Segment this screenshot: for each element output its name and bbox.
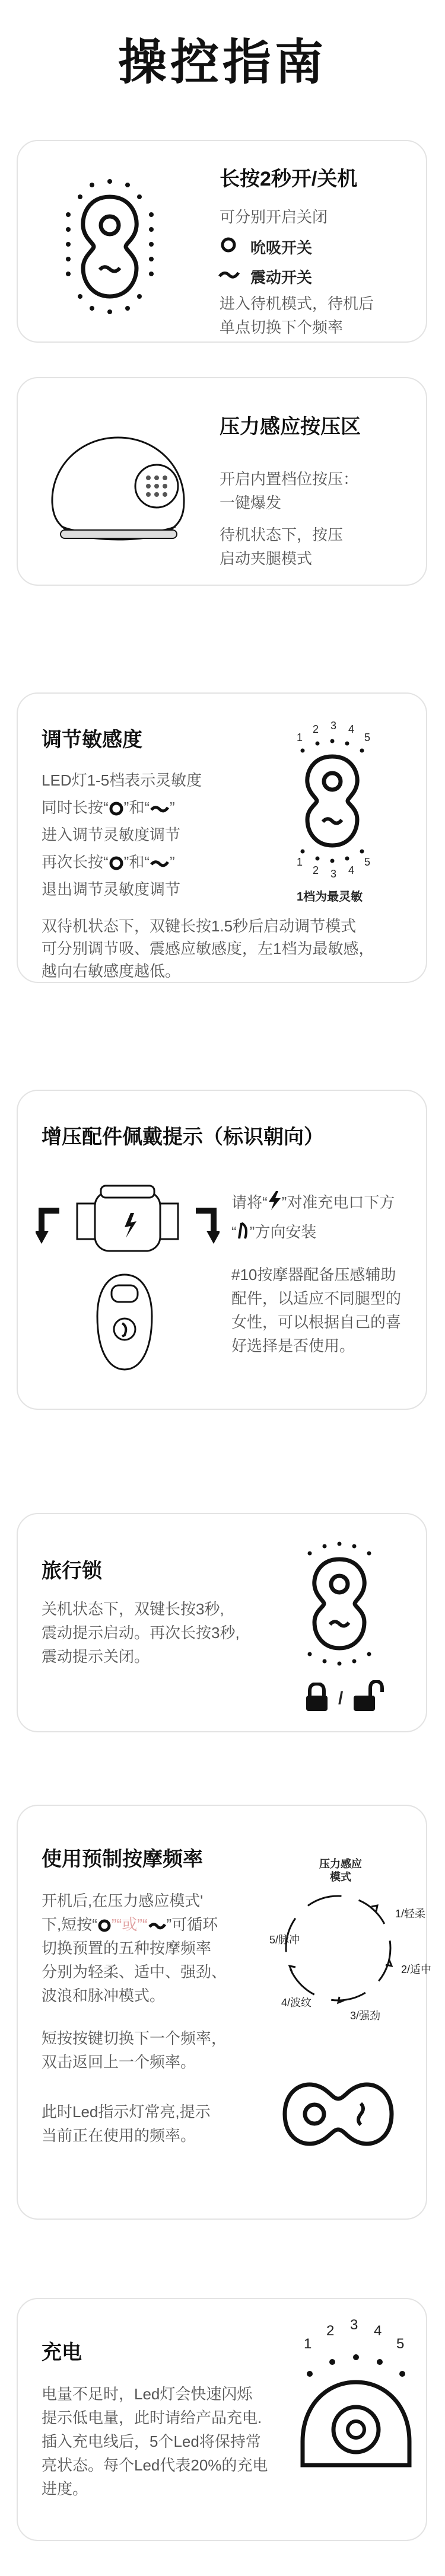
sens-para-3: 越向右敏感度越低。 [42, 962, 181, 980]
attach-l1a: 请将“ [231, 1193, 268, 1211]
standby-line-1: 进入待机模式，待机后 [220, 295, 374, 312]
lock-slash: / [338, 1688, 344, 1708]
suck-button-icon [109, 856, 124, 870]
travel-heading: 旅行锁 [42, 1560, 102, 1582]
led-bottom-4: 4 [348, 864, 355, 876]
travel-lock-card [17, 1513, 427, 1732]
device-buttons-icon [59, 173, 160, 321]
preset-para-1a: 开机后,在压力感应模式' [42, 1892, 204, 1910]
preset-heading: 使用预制按摩频率 [42, 1848, 203, 1870]
pressure-line-1a: 开启内置档位按压： [220, 470, 359, 488]
cycle-mode-3: 3/强劲 [350, 2010, 381, 2022]
sensitivity-card [17, 692, 427, 983]
device-buttons-icon [285, 739, 380, 863]
vibrate-button-icon [148, 1919, 167, 1933]
suck-button-icon [220, 236, 237, 254]
charge-led-3: 3 [350, 2317, 358, 2333]
sens-l2a: 同时长按“ [42, 799, 109, 816]
charge-device-icon [291, 2352, 421, 2489]
vibrate-label: 震动开关 [250, 269, 313, 286]
pressure-line-2b: 启动夹腿模式 [220, 550, 313, 567]
attach-l2a: “ [231, 1223, 237, 1241]
sens-l2b: ”和“ [123, 799, 150, 816]
suck-label: 吮吸开关 [250, 239, 313, 257]
attach-para-4: 好选择是否使用。 [231, 1337, 355, 1355]
attach-line-2 [231, 1220, 316, 1244]
vibrate-button-icon [217, 266, 241, 283]
travel-para-3: 震动提示关闭。 [42, 1648, 150, 1665]
power-desc: 可分别开启关闭 [220, 208, 328, 226]
pressure-heading: 压力感应按压区 [220, 416, 361, 438]
travel-para-2: 震动提示启动。再次长按3秒, [42, 1624, 240, 1642]
cycle-mode-5: 5/脉冲 [269, 1934, 300, 1946]
arrow-right-icon [196, 1211, 214, 1233]
led-bottom-3: 3 [330, 868, 337, 880]
led-top-1: 1 [297, 732, 303, 743]
charge-para-4: 亮状态。每个Led代表20%的充电 [42, 2456, 268, 2474]
device-side-view [44, 432, 192, 544]
attachment-card [17, 1090, 427, 1410]
led-top-3: 3 [330, 720, 337, 732]
lightning-icon [268, 1191, 282, 1210]
charge-card [17, 2298, 427, 2541]
sens-l4b: ”和“ [123, 853, 150, 871]
device-horizontal-icon [273, 2073, 403, 2156]
suck-button-icon [109, 802, 124, 816]
preset-para-1c: 切换预置的五种按摩频率 [42, 1939, 212, 1957]
charge-heading: 充电 [42, 2341, 82, 2364]
sens-line-3: 进入调节灵敏度调节 [42, 826, 181, 844]
charge-para-3: 插入充电线后，5个Led将保持常 [42, 2433, 261, 2450]
charge-para-5: 进度。 [42, 2480, 88, 2498]
charge-led-4: 4 [374, 2323, 382, 2339]
sens-l2c: ” [170, 799, 175, 816]
vibrate-button-icon [150, 802, 170, 816]
sens-line-1: LED灯1-5档表示灵敏度 [42, 771, 202, 789]
sens-caption: 1档为最灵敏 [297, 890, 363, 904]
sens-line-2 [42, 796, 175, 819]
lock-closed-icon [304, 1683, 330, 1712]
led-top-2: 2 [313, 723, 319, 735]
preset-para-1d: 分别为轻柔、适中、强劲、 [42, 1963, 227, 1981]
preset-para-2a: 短按按键切换下一个频率， [42, 2029, 227, 2047]
sens-para-2: 可分别调节吸、震感应敏感度，左1档为最敏感， [42, 940, 374, 957]
preset-p1-3: ”可循环 [166, 1916, 218, 1933]
preset-p1-1: 下,短按“ [42, 1916, 97, 1933]
page-title: 操控指南 [117, 36, 327, 90]
attach-l1b: ”对准充电口下方 [281, 1193, 395, 1211]
attach-para-3: 女性，可以根据自己的喜 [231, 1313, 402, 1331]
travel-para-1: 关机状态下，双键长按3秒, [42, 1600, 224, 1618]
cycle-mode-1: 1/轻柔 [395, 1908, 426, 1920]
attachment-heading: 增压配件佩戴提示（标识朝向） [42, 1126, 324, 1148]
orientation-mark-icon [237, 1221, 250, 1242]
preset-card [17, 1805, 432, 2220]
cycle-top: 压力感应 [319, 1858, 362, 1870]
sens-l4a: 再次长按“ [42, 853, 109, 871]
led-bottom-1: 1 [297, 856, 303, 868]
pressure-line-2a: 待机状态下，按压 [220, 526, 344, 544]
device-buttons-icon [292, 1541, 387, 1667]
lock-open-icon [351, 1680, 384, 1712]
charge-para-1: 电量不足时，Led灯会快速闪烁 [42, 2385, 253, 2403]
cycle-mode-2: 2/适中 [401, 1964, 432, 1975]
attach-line-1 [231, 1190, 395, 1214]
sens-line-4 [42, 850, 175, 874]
pressure-card [17, 377, 427, 586]
preset-p1-2: ”“或”“ [111, 1916, 148, 1933]
sens-line-5: 退出调节灵敏度调节 [42, 880, 181, 898]
led-top-4: 4 [348, 723, 355, 735]
led-bottom-5: 5 [364, 856, 371, 868]
led-top-5: 5 [364, 732, 371, 743]
sens-l4c: ” [170, 853, 175, 871]
attach-para-1: #10按摩器配备压感辅助 [231, 1266, 396, 1284]
attach-para-2: 配件，以适应不同腿型的 [231, 1289, 402, 1307]
led-bottom-2: 2 [313, 864, 319, 876]
standby-line-2: 单点切换下个频率 [220, 318, 344, 336]
sens-para-1: 双待机状态下，双键长按1.5秒后启动调节模式 [42, 917, 357, 935]
arrow-left-icon [42, 1211, 59, 1233]
attachment-diagram [36, 1180, 220, 1381]
preset-para-2b: 双击返回上一个频率。 [42, 2053, 196, 2071]
sensitivity-heading: 调节敏感度 [42, 729, 142, 751]
attach-l2b: ”方向安装 [249, 1223, 317, 1241]
preset-para-1b [42, 1913, 218, 1936]
charge-led-5: 5 [396, 2336, 405, 2352]
charge-led-1: 1 [304, 2336, 312, 2352]
vibrate-button-icon [150, 856, 170, 870]
charge-led-2: 2 [326, 2323, 335, 2339]
power-heading: 长按2秒开/关机 [220, 168, 358, 190]
suck-button-icon [97, 1919, 112, 1933]
preset-para-3b: 当前正在使用的频率。 [42, 2127, 196, 2144]
power-card [17, 140, 427, 343]
cycle-top2: 模式 [330, 1871, 351, 1883]
preset-para-3a: 此时Led指示灯常亮,提示 [42, 2103, 211, 2121]
preset-para-1e: 波浪和脉冲模式。 [42, 1987, 166, 2004]
cycle-mode-4: 4/波纹 [281, 1997, 312, 2009]
charge-para-2: 提示低电量，此时请给产品充电. [42, 2409, 262, 2427]
pressure-line-1b: 一键爆发 [220, 494, 282, 512]
